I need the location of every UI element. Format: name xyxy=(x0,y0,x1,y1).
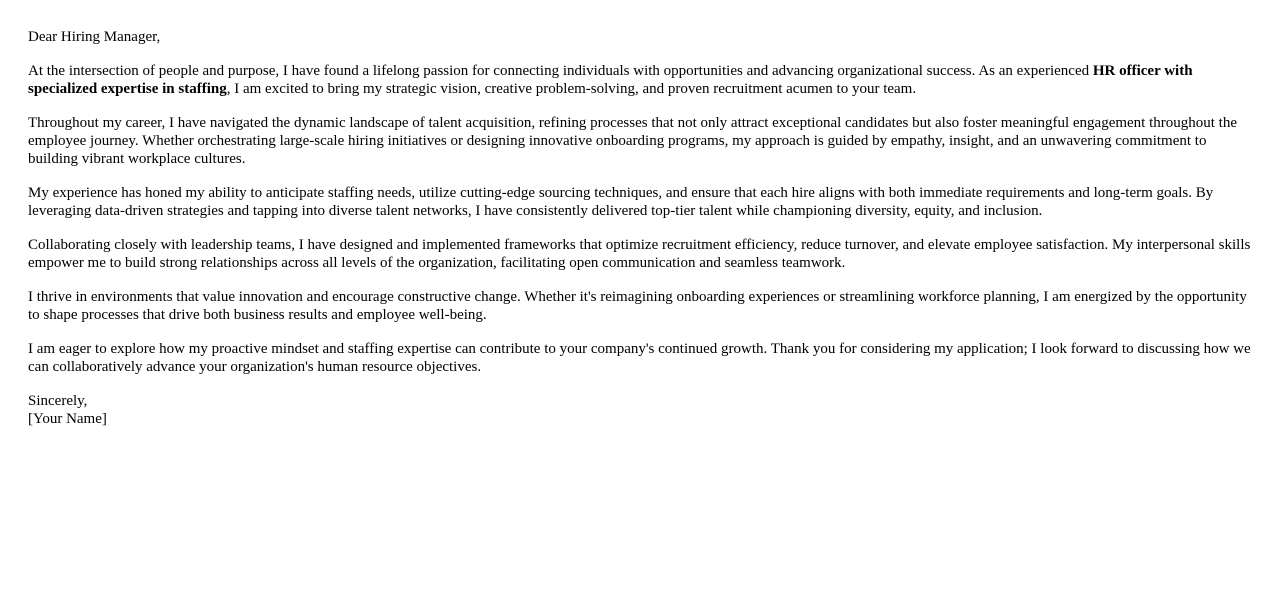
salutation: Dear Hiring Manager, xyxy=(28,29,161,45)
paragraph-experience: My experience has honed my ability to anticipate staffing needs, utilize cutting-edge sourcing techniques, and ensure that each hire aligns with both immediate requirements and long-term goals. By leveraging data-driven strategies and tapping into diverse talent networks, I have consistently delivered top-tier talent while championing diversity, equity, and inclusion. xyxy=(28,185,1214,219)
paragraph-intro xyxy=(28,62,1254,98)
signature-name: [Your Name] xyxy=(28,411,107,427)
paragraph-collaboration: Collaborating closely with leadership teams, I have designed and implemented frameworks that optimize recruitment efficiency, reduce turnover, and elevate employee satisfaction. My interpersonal skills empower me to build strong relationships across all levels of the organization, facilitating open communication and seamless teamwork. xyxy=(28,237,1251,271)
intro-text-start: At the intersection of people and purpose, I have found a lifelong passion for connecting individuals with opportunities and advancing organizational success. As an experienced xyxy=(28,63,1093,79)
paragraph-closing: I am eager to explore how my proactive mindset and staffing expertise can contribute to your company's continued growth. Thank you for considering my application; I look forward to discussing how we can collaboratively advance your organization's human resource objectives. xyxy=(28,341,1251,375)
intro-text-end: , I am excited to bring my strategic vision, creative problem-solving, and proven recruitment acumen to your team. xyxy=(226,81,917,97)
intro-bold-role: HR officer with specialized expertise in staffing xyxy=(28,63,1193,97)
paragraph-career: Throughout my career, I have navigated the dynamic landscape of talent acquisition, refining processes that not only attract exceptional candidates but also foster meaningful engagement throughout the employee journey. Whether orchestrating large-scale hiring initiatives or designing innovative onboarding programs, my approach is guided by empathy, insight, and an unwavering commitment to building vibrant workplace cultures. xyxy=(28,115,1237,167)
sign-off xyxy=(28,392,1254,428)
closing-word: Sincerely, xyxy=(28,393,88,409)
cover-letter xyxy=(28,28,1254,428)
paragraph-environment: I thrive in environments that value innovation and encourage constructive change. Whether it's reimagining onboarding experiences or streamlining workforce planning, I am energized by the opportunity to shape processes that drive both business results and employee well-being. xyxy=(28,289,1247,323)
